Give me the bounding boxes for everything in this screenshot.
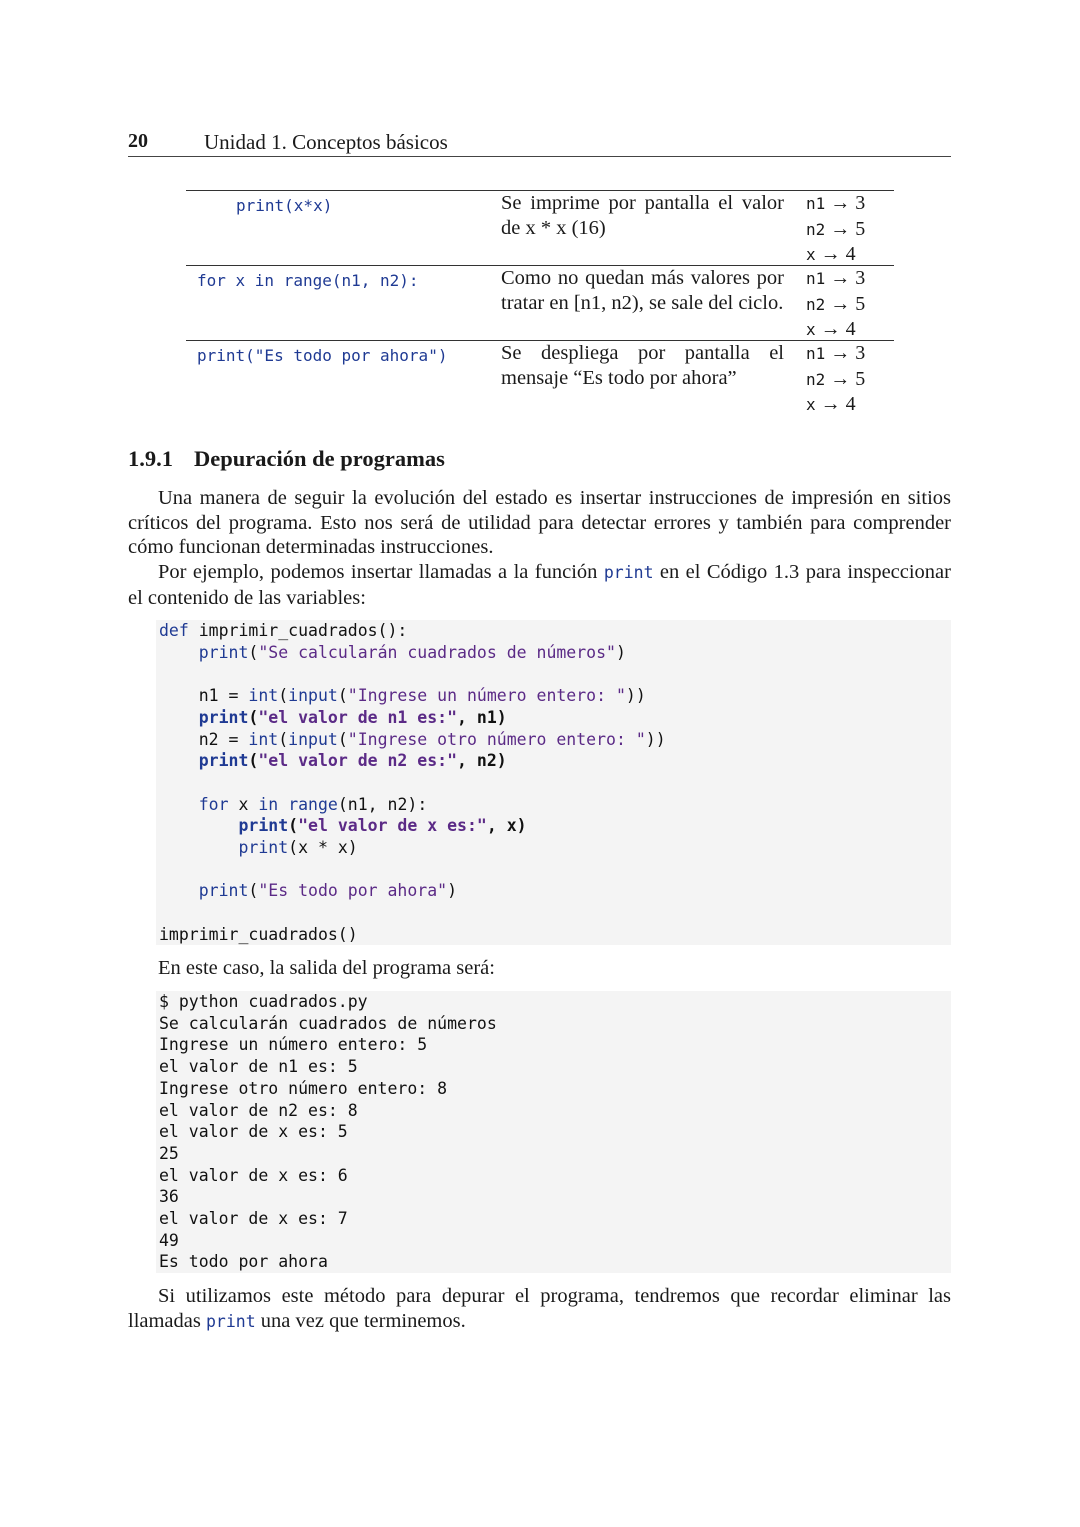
section-number: 1.9.1 (128, 446, 173, 471)
paragraph: Por ejemplo, podemos insertar llamadas a la función print en el Código 1.3 para inspeccionar el contenido de las variables: (128, 561, 951, 609)
inline-code: print (603, 563, 654, 582)
paragraph: Si utilizamos este método para depurar el programa, tendremos que recordar eliminar las llamadas print una vez que terminemos. (128, 1285, 951, 1332)
paragraph: Una manera de seguir la evolución del estado es insertar instrucciones de impresión en sitios críticos del programa. Esto nos será de utilidad para detectar errores y también para comprender cómo funcionan determinadas instrucciones. (128, 487, 951, 558)
table-code-cell: for x in range(n1, n2): (197, 271, 419, 290)
table-row (186, 190, 894, 265)
table-state-cell: n1 → 3 n2 → 5 x → 4 (806, 342, 866, 415)
code-listing (156, 620, 951, 945)
output-listing (156, 991, 951, 1273)
table-desc-cell: Se despliega por pantalla el mensaje “Es todo por ahora” (501, 342, 784, 389)
table-desc-cell: Como no quedan más valores por tratar en [n1, n2), se sale del ciclo. (501, 267, 784, 314)
table-code-cell: print(x*x) (236, 196, 333, 215)
table-row (186, 265, 894, 340)
inline-code: print (206, 1311, 256, 1331)
trace-table (186, 190, 894, 415)
table-state-cell: n1 → 3 n2 → 5 x → 4 (806, 192, 866, 265)
paragraph: En este caso, la salida del programa será: (158, 957, 495, 979)
code-text: def imprimir_cuadrados(): print("Se calcularán cuadrados de números") n1 = int(input("Ingrese un número entero: ")) print("el valor de n1 es:", n1) n2 = int(input("Ingrese otro número entero: ")) print("el valor de n2 es:", n2) for x in range(n1, n2): print("el valor de x es:", x) print(x * x) print("Es todo por ahora") imprimir_cuadrados() (159, 621, 666, 944)
table-state-cell: n1 → 3 n2 → 5 x → 4 (806, 267, 866, 340)
table-code-cell: print("Es todo por ahora") (197, 346, 448, 365)
page-number: 20 (128, 130, 148, 152)
output-text: $ python cuadrados.py Se calcularán cuadrados de números Ingrese un número entero: 5 el valor de n1 es: 5 Ingrese otro número entero: 8 el valor de n2 es: 8 el valor de x es: 5 25 el valor de x es: 6 36 el valor de x es: 7 49 Es todo por ahora (159, 992, 497, 1272)
running-title: Unidad 1. Conceptos básicos (204, 130, 448, 154)
table-row (186, 340, 894, 415)
section-title: Depuración de programas (194, 446, 445, 471)
section-heading (128, 446, 445, 472)
page-header (128, 128, 951, 157)
table-desc-cell: Se imprime por pantalla el valor de x * x (16) (501, 192, 784, 239)
